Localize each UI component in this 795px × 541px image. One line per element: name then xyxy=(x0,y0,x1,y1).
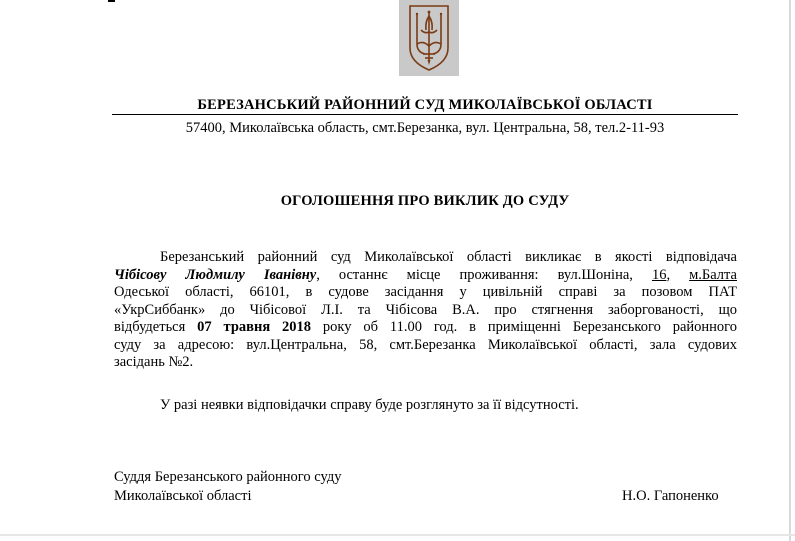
body-line-3 xyxy=(114,284,737,302)
court-address: 57400, Миколаївська область, смт.Березанка, вул. Центральна, 58, тел.2-11-93 xyxy=(185,120,665,136)
body-line-6 xyxy=(114,337,737,355)
body-text: , останнє місце проживання: вул.Шоніна, xyxy=(316,266,633,283)
body-line-5 xyxy=(114,319,737,337)
body-text: року об 11.00 год. в приміщенні Березанського районного xyxy=(311,319,737,335)
corner-mark xyxy=(108,0,115,2)
notice-body xyxy=(114,249,737,372)
body-line-2 xyxy=(114,267,737,285)
emblem xyxy=(399,0,459,76)
court-name: БЕРЕЗАНСЬКИЙ РАЙОННИЙ СУД МИКОЛАЇВСЬКОЇ ОБЛАСТІ xyxy=(197,97,653,113)
judge-title: Суддя Березанського районного суду xyxy=(114,469,342,485)
trident-icon xyxy=(399,0,459,76)
house-number: 16 xyxy=(651,266,667,283)
judge-region: Миколаївської області xyxy=(114,488,252,504)
body-text: «УкрСиббанк» до Чібісової Л.І. та Чібісова В.А. про стягнення заборгованості, що xyxy=(114,301,737,318)
body-text: засідань №2. xyxy=(114,354,194,370)
city: м.Балта xyxy=(689,266,737,283)
body-text: Березанський районний суд Миколаївської області викликає в якості відповідача xyxy=(160,249,737,265)
hearing-date: 07 травня 2018 xyxy=(197,319,312,335)
page-edge-bottom xyxy=(0,534,795,536)
absence-note: У разі неявки відповідачки справу буде розглянуто за її відсутності. xyxy=(160,397,579,413)
body-line-4 xyxy=(114,302,737,320)
defendant-name: Чібісову Людмилу Іванівну xyxy=(114,266,317,283)
header-divider xyxy=(112,114,738,115)
comma: , xyxy=(666,266,671,283)
body-text: суду за адресою: вул.Центральна, 58, смт.Березанка Миколаївської області, зала судових xyxy=(114,336,737,353)
body-text: відбудеться xyxy=(114,319,186,335)
page-edge-right xyxy=(789,0,791,541)
body-line-7 xyxy=(114,354,737,372)
body-text: Одеської області, 66101, в судове засідання у цивільній справі за позовом ПАТ xyxy=(114,284,737,300)
notice-title: ОГОЛОШЕННЯ ПРО ВИКЛИК ДО СУДУ xyxy=(280,193,570,209)
body-line-1 xyxy=(114,249,737,267)
judge-name: Н.О. Гапоненко xyxy=(622,488,719,504)
